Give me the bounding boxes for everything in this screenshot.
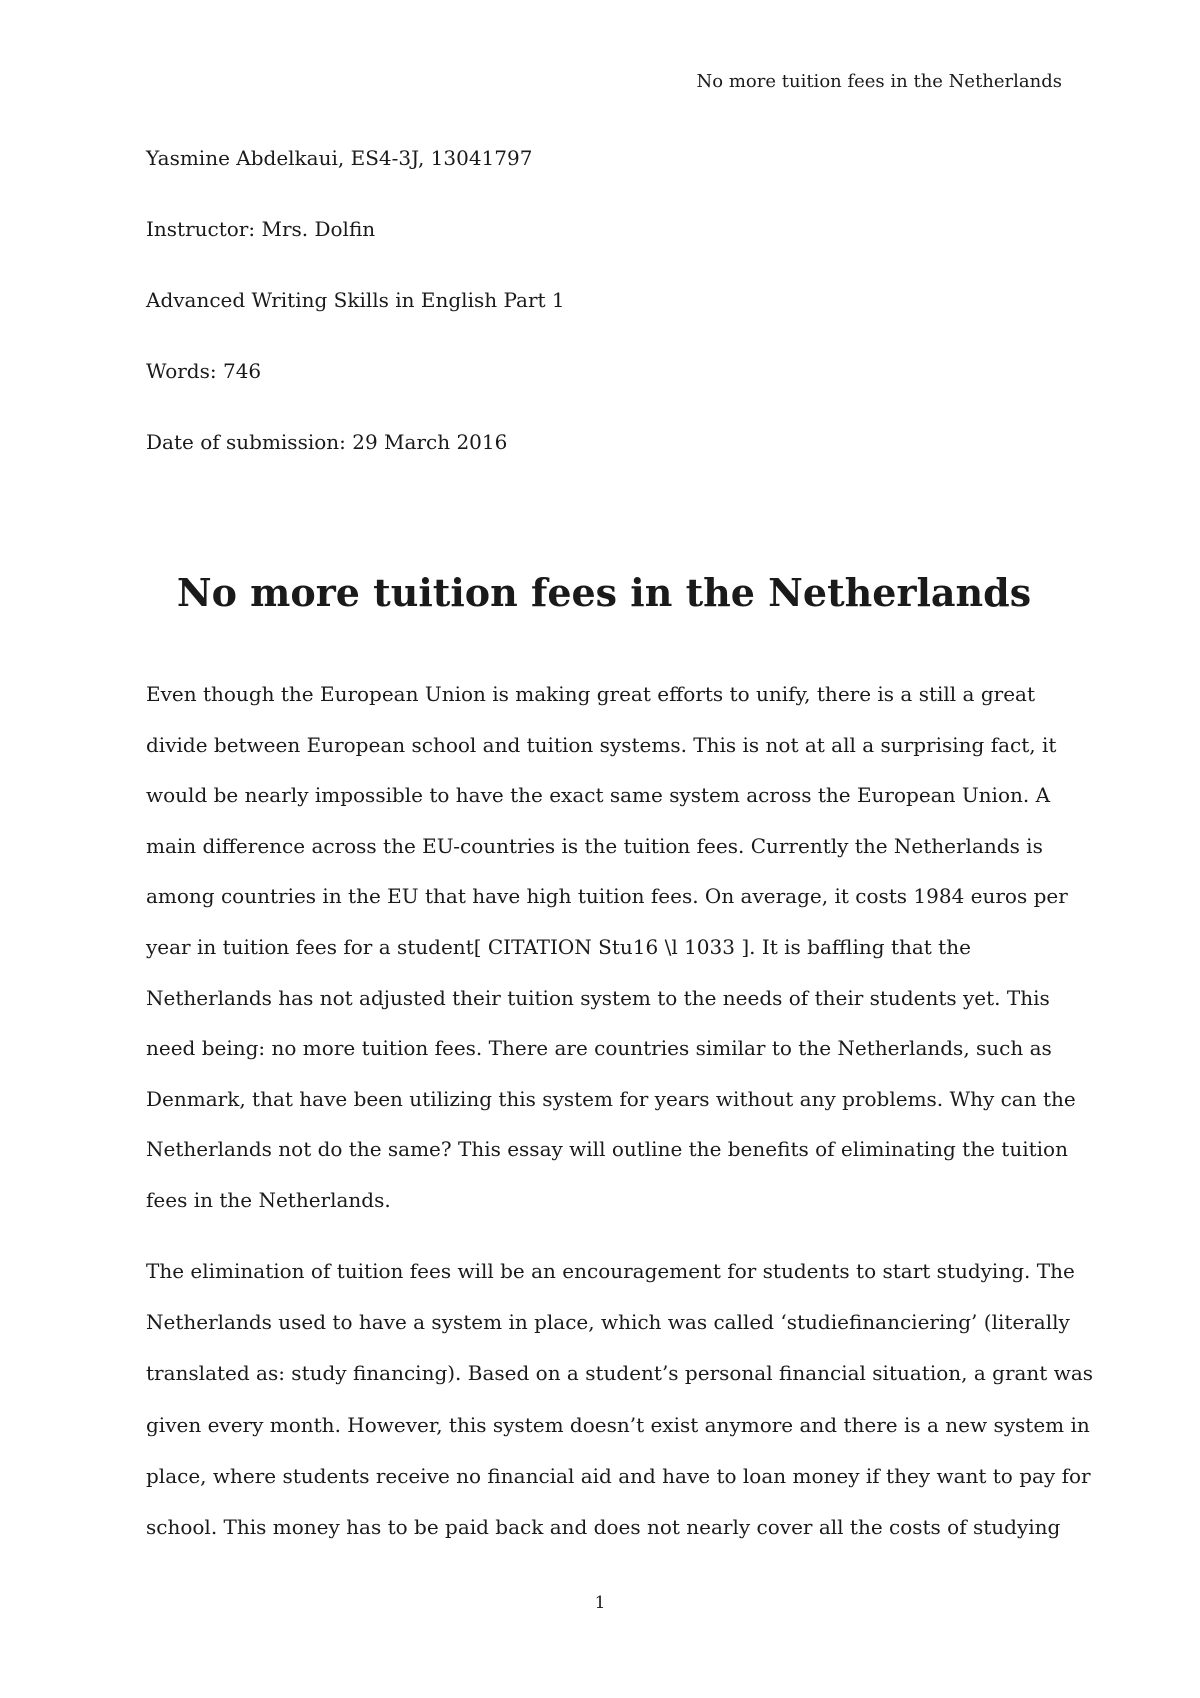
paragraph-line: given every month. However, this system doesn’t exist anymore and there is a new system in bbox=[146, 1412, 1090, 1437]
document-title: No more tuition fees in the Netherlands bbox=[176, 570, 1032, 615]
course-line: Advanced Writing Skills in English Part 1 bbox=[146, 288, 565, 312]
paragraph-line: place, where students receive no financial aid and have to loan money if they want to pay for bbox=[146, 1463, 1091, 1488]
meta-block bbox=[146, 145, 1066, 500]
paragraph-line: Netherlands not do the same? This essay will outline the benefits of eliminating the tuition bbox=[146, 1137, 1068, 1162]
instructor-line: Instructor: Mrs. Dolfin bbox=[146, 217, 376, 241]
paragraph-line: Denmark, that have been utilizing this system for years without any problems. Why can the bbox=[146, 1086, 1076, 1111]
paragraph-line: school. This money has to be paid back and does not nearly cover all the costs of studying bbox=[146, 1514, 1061, 1539]
paragraph-line: The elimination of tuition fees will be an encouragement for students to start studying. The bbox=[146, 1259, 1075, 1283]
submission-date-line: Date of submission: 29 March 2016 bbox=[146, 430, 508, 454]
paragraph-line: year in tuition fees for a student[ CITATION Stu16 \l 1033 ]. It is baffling that the bbox=[146, 934, 971, 959]
paragraph-line: main difference across the EU-countries is the tuition fees. Currently the Netherlands is bbox=[146, 833, 1043, 858]
paragraph-line: among countries in the EU that have high tuition fees. On average, it costs 1984 euros per bbox=[146, 884, 1068, 909]
paragraph-line: would be nearly impossible to have the exact same system across the European Union. A bbox=[146, 783, 1051, 808]
paragraph-line: Netherlands has not adjusted their tuition system to the needs of their students yet. This bbox=[146, 985, 1050, 1010]
paragraph-line: Netherlands used to have a system in place, which was called ‘studiefinanciering’ (literally bbox=[146, 1310, 1070, 1335]
paragraph-line: need being: no more tuition fees. There are countries similar to the Netherlands, such as bbox=[146, 1036, 1052, 1061]
paragraph-line: Even though the European Union is making great efforts to unify, there is a still a great bbox=[146, 682, 1035, 706]
paragraph-line: fees in the Netherlands. bbox=[146, 1187, 391, 1212]
running-header: No more tuition fees in the Netherlands bbox=[696, 71, 1062, 92]
paragraph-line: translated as: study financing). Based on a student’s personal financial situation, a grant was bbox=[146, 1361, 1094, 1386]
paragraph-intro bbox=[146, 681, 1076, 1238]
paragraph-second bbox=[146, 1258, 1094, 1565]
word-count-line: Words: 746 bbox=[146, 359, 262, 383]
author-line: Yasmine Abdelkaui, ES4-3J, 13041797 bbox=[146, 146, 533, 170]
paragraph-line: divide between European school and tuition systems. This is not at all a surprising fact, it bbox=[146, 732, 1057, 757]
page-number: 1 bbox=[594, 1593, 606, 1613]
